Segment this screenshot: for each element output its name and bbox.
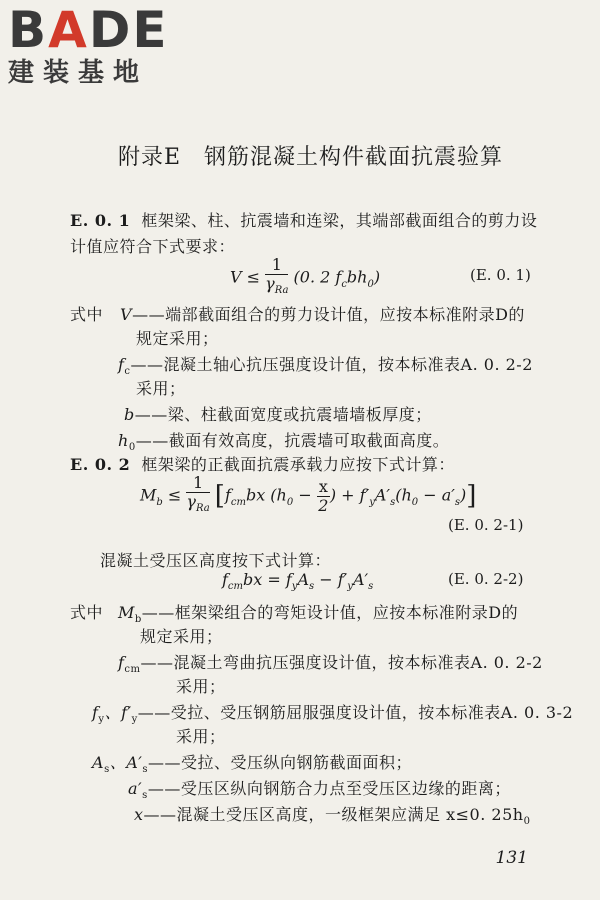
logo-brand: BADE (8, 1, 169, 59)
where1-item-v: V——端部截面组合的剪力设计值，应按本标准附录D的 (120, 305, 525, 324)
section-e01-line1: E. 0. 1 框架梁、柱、抗震墙和连梁，其端部截面组合的剪力设 (70, 211, 538, 230)
where2-item-mb-cont: 规定采用； (140, 627, 223, 646)
where2-item-as-prime: $a'_s——$受压区纵向钢筋合力点至受压区边缘的距离； (128, 779, 511, 802)
where1-item-h0: $h_0——$截面有效高度，抗震墙可取截面高度。 (118, 431, 450, 454)
where1-item-v-cont: 规定采用； (136, 329, 219, 348)
equation-number-e01: (E. 0. 1) (470, 266, 531, 284)
logo (8, 1, 169, 88)
where2-item-fcm: $f_{cm}——$混凝土弯曲抗压强度设计值，按本标准表A. 0. 2-2 (118, 653, 543, 676)
where2-item-mb: $M_b——$框架梁组合的弯矩设计值，应按本标准附录D的 (118, 603, 519, 626)
equation-number-e02-2: (E. 0. 2-2) (448, 570, 524, 588)
where2-item-x: x——混凝土受压区高度，一级框架应满足 x≤0. $25h_0$ (134, 805, 531, 828)
where-prefix-2: 式中 (70, 603, 104, 622)
where1-item-fc: $f_c——$混凝土轴心抗压强度设计值，按本标准表A. 0. 2-2 (118, 355, 533, 378)
section-e02-line1: E. 0. 2 框架梁的正截面抗震承载力应按下式计算： (70, 455, 455, 474)
logo-subtitle: 建装基地 (8, 58, 149, 88)
section-e02-line2: 混凝土受压区高度按下式计算： (100, 551, 332, 570)
equation-e02-1: $M_b$ ≤ $\frac{1}{\gamma_{Ra}}$ [$f_{cm}bx$ ($h_0$ − $\frac{x}{2}$ ) + $f'_yA'_s(h_0 - a'_s)$] (140, 473, 477, 515)
where-prefix-1: 式中 (70, 305, 104, 324)
where1-item-b: b——梁、柱截面宽度或抗震墙墙板厚度； (124, 405, 432, 424)
where2-item-fy: $f_y$、$f'_y——$受拉、受压钢筋屈服强度设计值，按本标准表A. 0. 3-2 (92, 703, 574, 726)
where2-item-fy-cont: 采用； (176, 727, 226, 746)
where2-item-as: $A_s$、$A'_s——$受拉、受压纵向钢筋截面面积； (92, 753, 413, 776)
section-e01-line2: 计值应符合下式要求： (70, 237, 236, 256)
page-title: 附录E 钢筋混凝土构件截面抗震验算 (118, 145, 504, 170)
equation-number-e02-1: (E. 0. 2-1) (448, 516, 524, 534)
equation-e01: V ≤ $\frac{1}{\gamma_{Ra}}$ (0. 2 $f_cbh_0$) (230, 255, 381, 297)
where1-item-fc-cont: 采用； (136, 379, 186, 398)
page-number: 131 (495, 848, 528, 868)
equation-e02-2: $f_{cm}bx = f_yA_s - f'_yA'_s$ (222, 570, 374, 593)
where2-item-fcm-cont: 采用； (176, 677, 226, 696)
